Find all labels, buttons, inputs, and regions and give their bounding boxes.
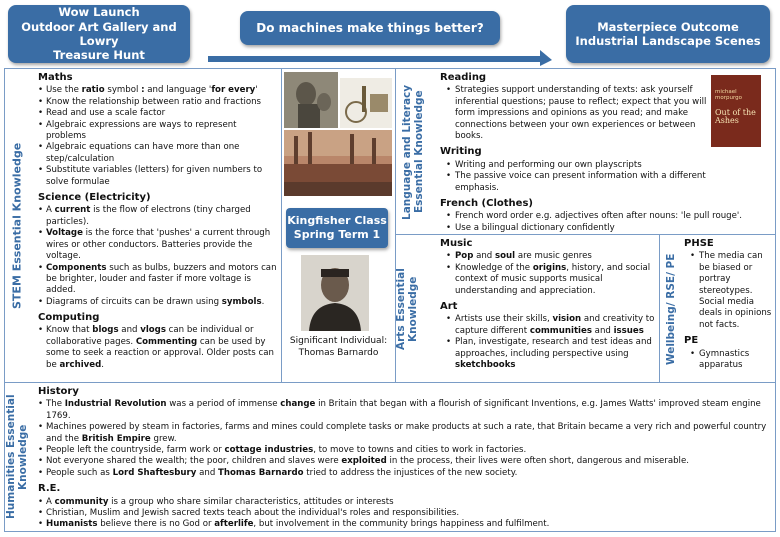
music-heading: Music xyxy=(440,238,473,249)
pshe-heading: PHSE xyxy=(684,238,714,249)
individual-caption-line-1: Significant Individual: xyxy=(289,336,388,346)
arts-content xyxy=(440,237,655,374)
class-name: Kingfisher Class xyxy=(287,214,387,228)
science-list xyxy=(38,205,278,308)
computing-list xyxy=(38,325,278,371)
stem-content xyxy=(38,71,278,374)
wellbeing-content xyxy=(684,237,774,374)
list-item: • Writing and performing our own playscripts xyxy=(440,160,710,171)
history-heading: History xyxy=(38,386,79,397)
list-item: • French word order e.g. adjectives often after nouns: 'le pull rouge'. xyxy=(440,211,775,222)
stem-label: STEM Essential Knowledge xyxy=(10,142,24,310)
term-name: Spring Term 1 xyxy=(293,228,381,241)
list-item: • Artists use their skills, vision and creativity to capture different communities and issues xyxy=(440,314,655,337)
reading-list xyxy=(440,85,710,142)
pshe-list xyxy=(684,251,774,331)
list-item: • Know the relationship between ratio and fractions xyxy=(38,97,278,108)
wellbeing-label: Wellbeing/ RSE/ PE xyxy=(665,253,677,365)
list-item: • Use the ratio symbol : and language 'for every' xyxy=(38,85,278,96)
masterpiece-box xyxy=(566,5,770,63)
list-item: • Christian, Muslim and Jewish sacred texts teach about the individual's roles and responsibilities. xyxy=(38,508,773,519)
list-item: • The media can be biased or portray stereotypes. Social media deals in opinions not facts. xyxy=(684,251,774,331)
list-item: • Algebraic expressions are ways to represent problems xyxy=(38,120,278,143)
industrial-photos-collage xyxy=(284,72,394,197)
book-title: Out of the Ashes xyxy=(715,108,756,126)
science-heading: Science (Electricity) xyxy=(38,192,151,204)
list-item: • Strategies support understanding of texts: ask yourself inferential questions; pause to reflect; expect that you will form impressions and opinions as you read; and make connections between your own experiences or between books. xyxy=(440,85,710,142)
art-list xyxy=(440,314,655,371)
list-item: • Substitute variables (letters) for given numbers to solve formulae xyxy=(38,165,278,188)
humanities-label: Humanities Essential Knowledge xyxy=(5,394,29,520)
re-heading: R.E. xyxy=(38,483,61,495)
big-question: Do machines make things better? xyxy=(256,20,484,35)
reading-heading: Reading xyxy=(440,72,487,83)
list-item: • Pop and soul are music genres xyxy=(440,251,655,262)
pe-list xyxy=(684,349,774,372)
art-heading: Art xyxy=(440,300,458,312)
list-item: • The passive voice can present information with a different emphasis. xyxy=(440,171,710,194)
list-item: • Know that blogs and vlogs can be individual or collaborative pages. Commenting can be used by some to seek a reaction or approval. Older posts can be archived. xyxy=(38,325,278,371)
music-list xyxy=(440,251,655,297)
list-item: • A current is the flow of electrons (tiny charged particles). xyxy=(38,205,278,228)
big-question-box xyxy=(240,11,500,45)
humanities-content xyxy=(38,385,773,534)
individual-caption xyxy=(282,336,395,359)
list-item: • People such as Lord Shaftesbury and Thomas Barnardo tried to address the injustices of the new society. xyxy=(38,468,773,479)
portrait-image xyxy=(301,255,369,331)
list-item: • Algebraic equations can have more than one step/calculation xyxy=(38,142,278,165)
french-heading: French (Clothes) xyxy=(440,197,533,209)
industrial-collage-image xyxy=(284,72,394,197)
list-item: • Voltage is the force that 'pushes' a current through wires or other conductors. Batteries provide the voltage. xyxy=(38,228,278,262)
masterpiece-line-1: Masterpiece Outcome xyxy=(597,19,739,34)
list-item: • Not everyone shared the wealth; the poor, children and slaves were exploited in the process, their lives were often short, dangerous and miserable. xyxy=(38,456,773,467)
language-label: Language and Literacy Essential Knowledge xyxy=(401,84,425,220)
wow-launch-box xyxy=(8,5,190,63)
computing-heading: Computing xyxy=(38,312,100,324)
wow-launch-line-3: Treasure Hunt xyxy=(53,48,145,63)
list-item: • Plan, investigate, research and test ideas and approaches, including perspective using sketchbooks xyxy=(440,337,655,371)
list-item: • Gymnastics apparatus xyxy=(684,349,774,372)
maths-list xyxy=(38,85,278,188)
wow-launch-line-2: Outdoor Art Gallery and Lowry xyxy=(21,19,177,48)
arrow-banner xyxy=(200,8,554,66)
history-list xyxy=(38,399,773,479)
wow-launch-line-1: Wow Launch xyxy=(58,5,140,20)
arts-label: Arts Essential Knowledge xyxy=(395,268,419,350)
book-author: michael morpurgo xyxy=(715,89,742,102)
list-item: • The Industrial Revolution was a period of immense change in Britain that began with a flourish of significant Inventions, e.g. James Watts' improved steam engine 1769. xyxy=(38,399,773,422)
barnardo-portrait xyxy=(301,255,369,331)
list-item: • Use a bilingual dictionary confidently xyxy=(440,223,775,234)
individual-caption-line-2: Thomas Barnardo xyxy=(298,347,379,358)
list-item: • Knowledge of the origins, history, and social context of music supports musical understanding and appreciation. xyxy=(440,263,655,297)
list-item: • A community is a group who share similar characteristics, attitudes or interests xyxy=(38,497,773,508)
writing-list xyxy=(440,160,710,194)
list-item: • Components such as bulbs, buzzers and motors can be brighter, louder and faster if more voltage is added. xyxy=(38,263,278,297)
masterpiece-line-2: Industrial Landscape Scenes xyxy=(575,34,761,48)
list-item: • Diagrams of circuits can be drawn using symbols. xyxy=(38,297,278,308)
list-item: • Humanists believe there is no God or afterlife, but involvement in the community brings happiness and fulfilment. xyxy=(38,519,773,530)
maths-heading: Maths xyxy=(38,72,73,83)
writing-heading: Writing xyxy=(440,146,482,158)
list-item: • Read and use a scale factor xyxy=(38,108,278,119)
pe-heading: PE xyxy=(684,335,699,347)
list-item: • People left the countryside, farm work or cottage industries, to move to towns and cities to work in factories. xyxy=(38,445,773,456)
class-title-box xyxy=(286,208,388,248)
french-list xyxy=(440,211,775,234)
list-item: • Machines powered by steam in factories, farms and mines could complete tasks or make products at such a rate, that Britain became a very rich and powerful country and the British Empire grew. xyxy=(38,422,773,445)
re-list xyxy=(38,497,773,531)
book-cover xyxy=(711,75,761,147)
